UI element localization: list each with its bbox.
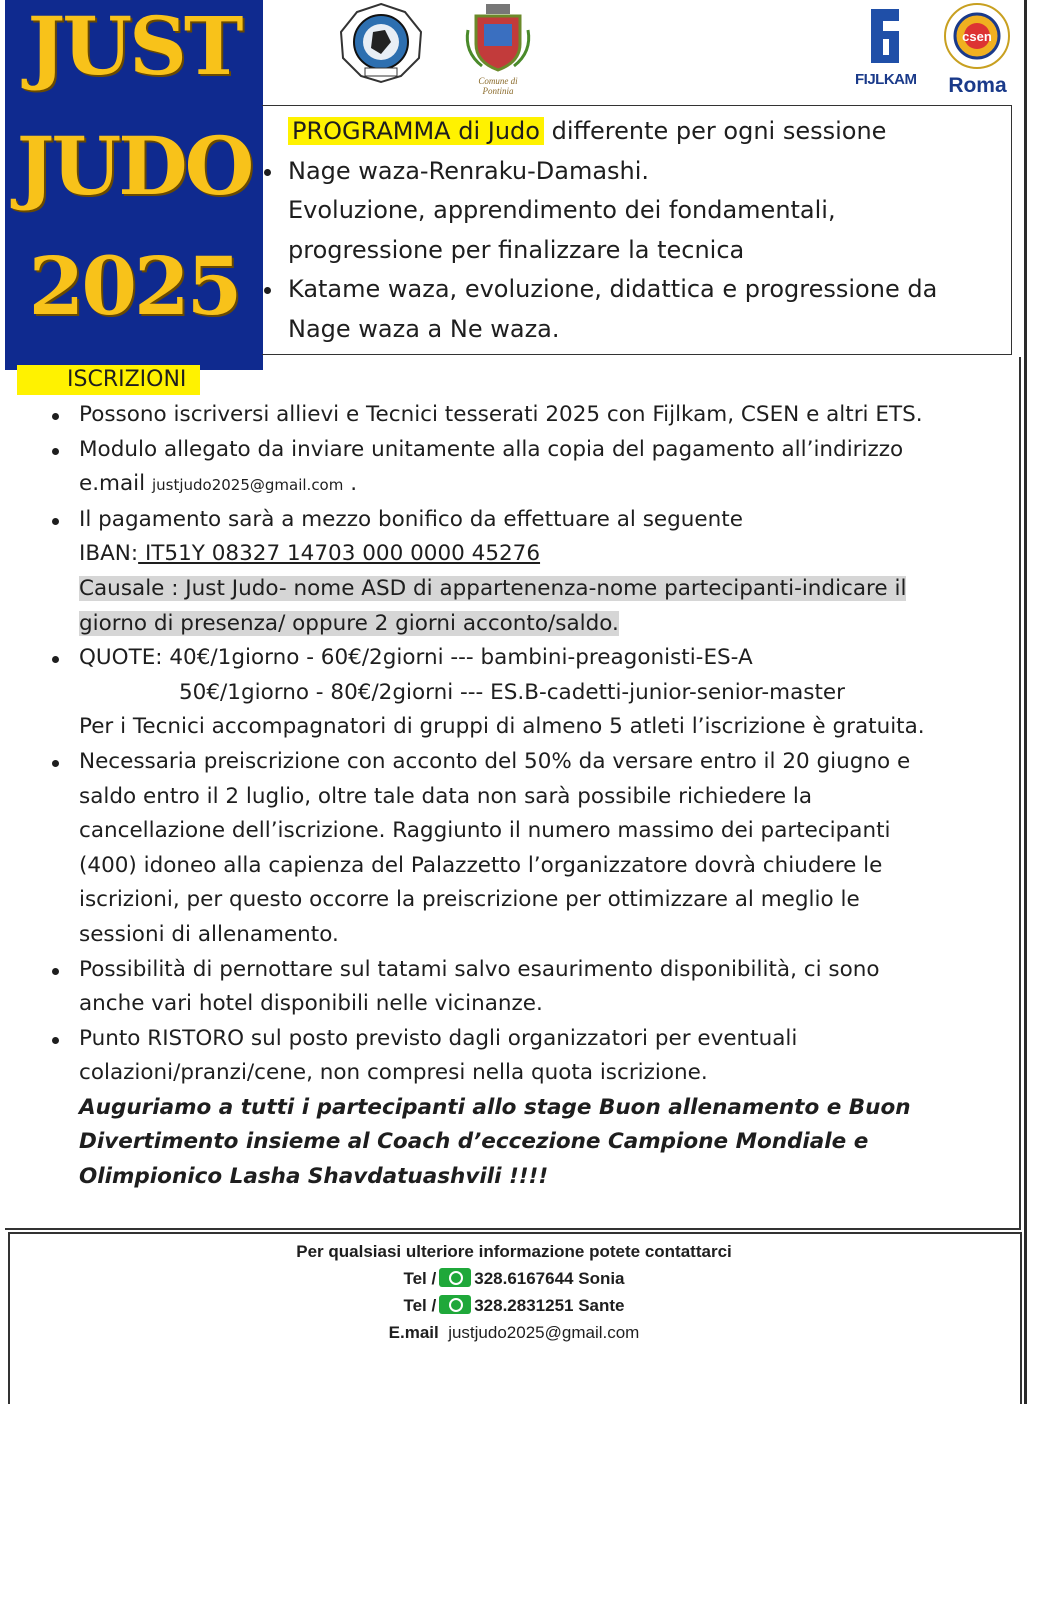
causale-row bbox=[0, 607, 1040, 642]
iban-row bbox=[0, 537, 1040, 572]
phone-sonia[interactable]: 328.6167644 Sonia bbox=[474, 1269, 625, 1288]
fijlkam-logo bbox=[855, 5, 915, 93]
iban-label: IBAN: bbox=[79, 541, 139, 567]
title-year: 2025 bbox=[28, 239, 240, 333]
programma-bullet-line: Nage waza a Ne waza. bbox=[288, 314, 560, 343]
causale-row bbox=[0, 572, 1040, 607]
iban-value: IT51Y 08327 14703 000 0000 45276 bbox=[138, 541, 541, 567]
quote-row: QUOTE: 40€/1giorno - 60€/2giorni --- bambini-preagonisti-ES-A bbox=[0, 641, 1040, 676]
list-item-continuation: colazioni/pranzi/cene, non compresi nella quota iscrizione. bbox=[79, 1060, 708, 1086]
title-just: JUST bbox=[27, 0, 241, 93]
email-suffix: . bbox=[343, 471, 358, 497]
csen-emblem-icon bbox=[940, 0, 1015, 70]
list-item-continuation: saldo entro il 2 luglio, oltre tale data non sarà possibile richiedere la bbox=[79, 783, 813, 809]
programma-heading bbox=[288, 112, 1018, 152]
list-item: Possibilità di pernottare sul tatami salvo esaurimento disponibilità, ci sono bbox=[0, 953, 1040, 988]
list-item-continuation: cancellazione dell’iscrizione. Raggiunto il numero massimo dei partecipanti bbox=[79, 818, 891, 844]
list-item: Il pagamento sarà a mezzo bonifico da effettuare al seguente bbox=[0, 503, 1040, 538]
list-item: Possono iscriversi allievi e Tecnici tesserati 2025 con Fijlkam, CSEN e altri ETS. bbox=[0, 398, 1040, 433]
comune-caption: Comune di Pontinia bbox=[478, 76, 518, 96]
list-item: Punto RISTORO sul posto previsto dagli organizzatori per eventuali bbox=[0, 1022, 1040, 1057]
judo-ippon-emblem-icon bbox=[335, 2, 427, 84]
programma-section bbox=[288, 112, 1018, 349]
event-title-block bbox=[5, 0, 263, 370]
quote-note: Per i Tecnici accompagnatori di gruppi di almeno 5 atleti l’iscrizione è gratuita. bbox=[79, 714, 925, 740]
programma-bullet-line: progressione per finalizzare la tecnica bbox=[288, 235, 745, 264]
roma-label: Roma bbox=[948, 74, 1007, 97]
csen-center-text: csen bbox=[962, 29, 992, 44]
page-border bbox=[1024, 0, 1027, 1404]
programma-bullet-nage-waza: Nage waza-Renraku-Damashi. bbox=[288, 152, 1018, 192]
phone-sante[interactable]: 328.2831251 Sante bbox=[474, 1296, 625, 1315]
whatsapp-icon bbox=[439, 1295, 471, 1314]
registration-email: justjudo2025@gmail.com bbox=[151, 476, 344, 495]
email-label: E.mail bbox=[388, 1323, 439, 1342]
programma-highlight: PROGRAMMA di Judo bbox=[288, 117, 544, 145]
iscrizioni-label: ISCRIZIONI bbox=[17, 365, 200, 395]
email-row bbox=[0, 1319, 1028, 1346]
quote-row: 50€/1giorno - 80€/2giorni --- ES.B-cadetti-junior-senior-master bbox=[179, 679, 845, 705]
list-item: Modulo allegato da inviare unitamente alla copia del pagamento all’indirizzo bbox=[0, 433, 1040, 468]
whatsapp-icon bbox=[439, 1268, 471, 1287]
list-item: Necessaria preiscrizione con acconto del 50% da versare entro il 20 giugno e bbox=[0, 745, 1040, 780]
title-judo: JUDO bbox=[16, 119, 252, 213]
contact-intro: Per qualsiasi ulteriore informazione potete contattarci bbox=[296, 1242, 732, 1261]
fijlkam-emblem-icon bbox=[855, 5, 915, 67]
csen-roma-logo bbox=[940, 0, 1015, 96]
programma-bullet-line: Evoluzione, apprendimento dei fondamentali, bbox=[288, 196, 836, 224]
closing-message: Olimpionico Lasha Shavdatuashvili !!!! bbox=[79, 1164, 549, 1190]
contact-email[interactable]: justjudo2025@gmail.com bbox=[448, 1323, 640, 1342]
judo-ippon-logo bbox=[335, 2, 427, 84]
list-item-continuation: iscrizioni, per questo occorre la preiscrizione per ottimizzare al meglio le bbox=[79, 887, 860, 913]
list-item-continuation: anche vari hotel disponibili nelle vicinanze. bbox=[79, 991, 543, 1017]
list-item-continuation bbox=[0, 467, 1040, 503]
iscrizioni-list bbox=[0, 398, 1040, 1195]
contact-section bbox=[0, 1238, 1028, 1346]
closing-message: Divertimento insieme al Coach d’eccezione Campione Mondiale e bbox=[79, 1129, 869, 1155]
tel-label: Tel / bbox=[403, 1269, 437, 1288]
phone-row-2 bbox=[0, 1292, 1028, 1319]
causale-text: giorno di presenza/ oppure 2 giorni acconto/saldo. bbox=[79, 610, 619, 636]
fijlkam-label: FIJLKAM bbox=[855, 71, 917, 88]
closing-message: Auguriamo a tutti i partecipanti allo stage Buon allenamento e Buon bbox=[79, 1094, 911, 1120]
programma-bullet-katame-waza: Katame waza, evoluzione, didattica e progressione da bbox=[288, 270, 1018, 310]
comune-logo bbox=[462, 0, 534, 96]
tel-label: Tel / bbox=[403, 1296, 437, 1315]
causale-text: Causale : Just Judo- nome ASD di appartenenza-nome partecipanti-indicare il bbox=[79, 575, 907, 601]
programma-heading-rest: differente per ogni sessione bbox=[543, 117, 887, 145]
list-item-continuation: sessioni di allenamento. bbox=[79, 921, 339, 947]
phone-row-1 bbox=[0, 1265, 1028, 1292]
coat-of-arms-icon bbox=[462, 0, 534, 72]
email-prefix: e.mail bbox=[79, 471, 152, 497]
list-item-continuation: (400) idoneo alla capienza del Palazzetto l’organizzatore dovrà chiudere le bbox=[79, 852, 883, 878]
